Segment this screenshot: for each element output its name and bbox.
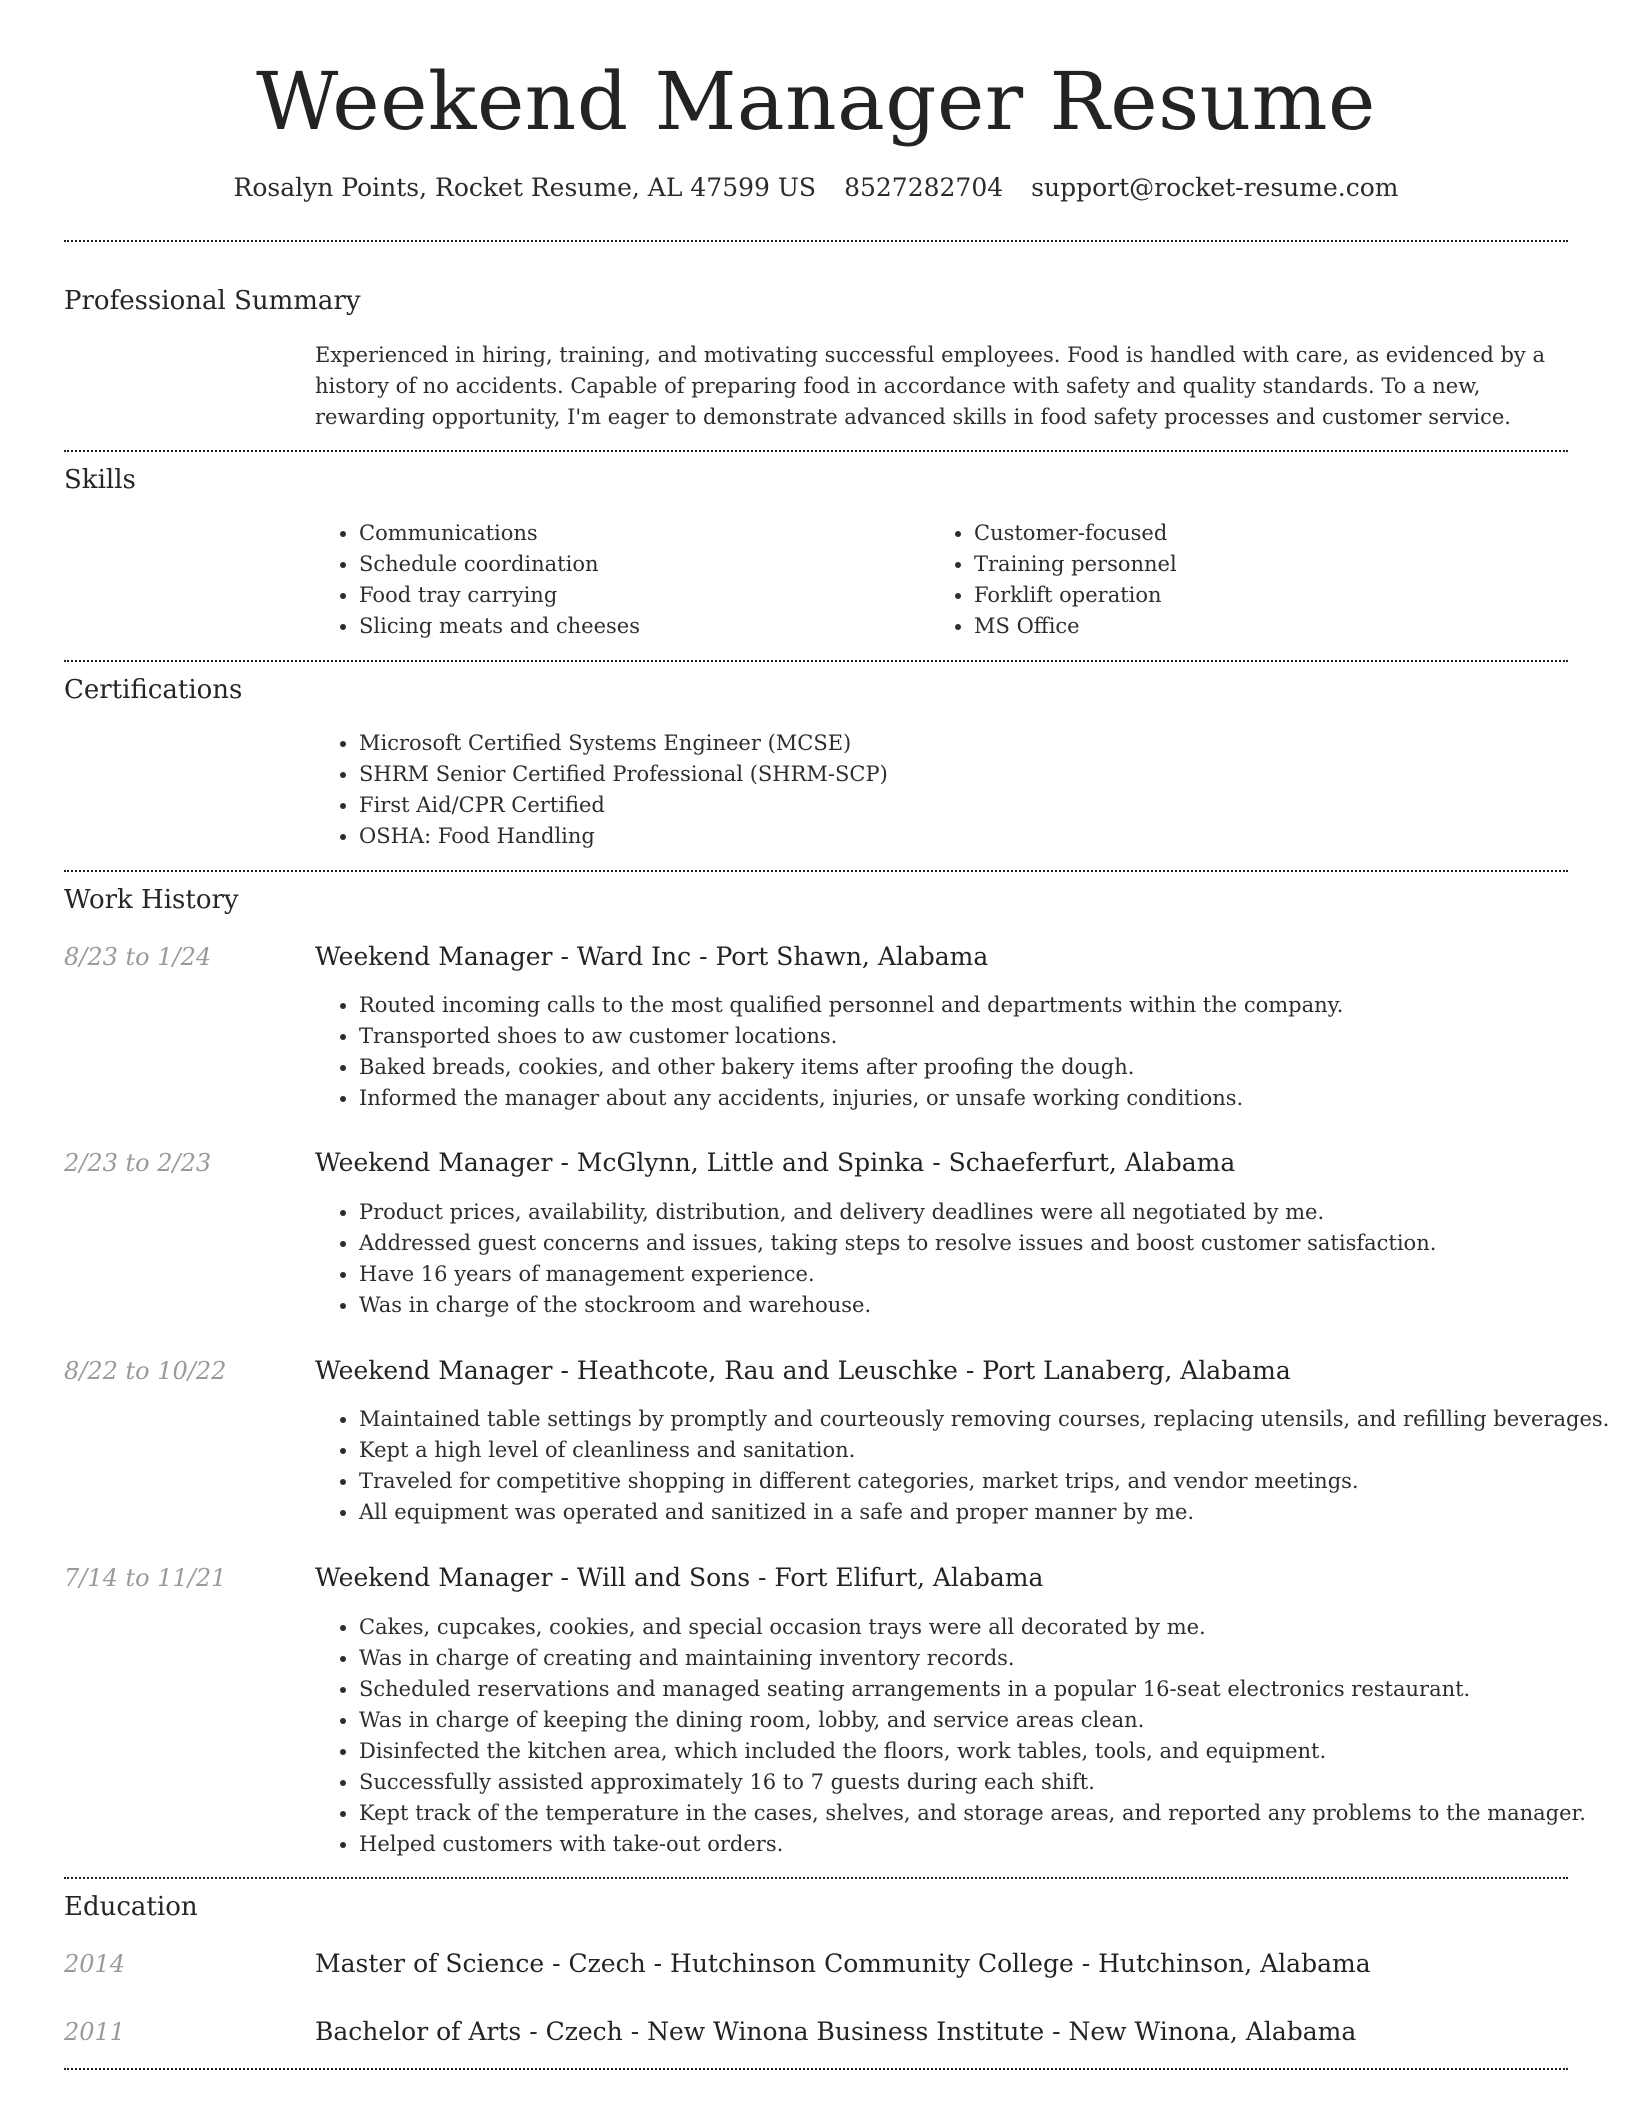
job-title: Weekend Manager - Ward Inc - Port Shawn, Alabama <box>315 942 989 971</box>
skill-item: • Forklift operation <box>974 580 1177 611</box>
certification-item: • Microsoft Certified Systems Engineer (MCSE) <box>359 728 888 759</box>
certifications-heading: Certifications <box>64 675 243 705</box>
summary-heading: Professional Summary <box>64 286 361 316</box>
divider <box>64 660 1568 662</box>
resume-title: Weekend Manager Resume <box>256 55 1376 148</box>
skill-item: • Communications <box>359 518 640 549</box>
contact-address: Rosalyn Points, Rocket Resume, AL 47599 US <box>233 173 817 202</box>
job-date: 7/14 to 11/21 <box>64 1564 227 1592</box>
job-bullet: • Routed incoming calls to the most qualified personnel and departments within the company. <box>359 990 1343 1021</box>
job-date: 2/23 to 2/23 <box>64 1149 212 1177</box>
skill-item: • MS Office <box>974 611 1177 642</box>
job-bullet: • Helped customers with take-out orders. <box>359 1829 1586 1860</box>
skill-item: • Schedule coordination <box>359 549 640 580</box>
job-bullet: • Was in charge of creating and maintaining inventory records. <box>359 1643 1586 1674</box>
job-title: Weekend Manager - McGlynn, Little and Spinka - Schaeferfurt, Alabama <box>315 1148 1236 1177</box>
divider <box>64 1877 1568 1879</box>
skill-item: • Slicing meats and cheeses <box>359 611 640 642</box>
job-bullets <box>315 1404 1609 1528</box>
job-bullets <box>315 1197 1436 1321</box>
contact-phone[interactable]: 8527282704 <box>844 173 1004 202</box>
contact-email[interactable]: support@rocket-resume.com <box>1031 173 1399 202</box>
job-date: 8/23 to 1/24 <box>64 943 212 971</box>
job-bullet: • Kept a high level of cleanliness and sanitation. <box>359 1435 1609 1466</box>
job-bullet: • Was in charge of the stockroom and warehouse. <box>359 1290 1436 1321</box>
contact-line <box>64 170 1568 206</box>
skill-item: • Food tray carrying <box>359 580 640 611</box>
job-bullet: • Addressed guest concerns and issues, taking steps to resolve issues and boost customer satisfaction. <box>359 1228 1436 1259</box>
job-title: Weekend Manager - Will and Sons - Fort Elifurt, Alabama <box>315 1563 1044 1592</box>
skills-heading: Skills <box>64 465 136 495</box>
job-bullet: • Traveled for competitive shopping in different categories, market trips, and vendor meetings. <box>359 1466 1609 1497</box>
divider <box>64 240 1568 242</box>
divider <box>64 2068 1568 2070</box>
job-bullet: • Informed the manager about any accidents, injuries, or unsafe working conditions. <box>359 1083 1343 1114</box>
job-bullet: • Transported shoes to aw customer locations. <box>359 1021 1343 1052</box>
skill-item: • Customer-focused <box>974 518 1177 549</box>
skill-item: • Training personnel <box>974 549 1177 580</box>
work-history-heading: Work History <box>64 885 239 915</box>
education-date: 2011 <box>64 2018 126 2046</box>
education-date: 2014 <box>64 1950 126 1978</box>
divider <box>64 450 1568 452</box>
job-bullet: • Maintained table settings by promptly and courteously removing courses, replacing utensils, and refilling beverages. <box>359 1404 1609 1435</box>
education-heading: Education <box>64 1892 198 1922</box>
job-bullet: • Successfully assisted approximately 16 to 7 guests during each shift. <box>359 1767 1586 1798</box>
job-bullet: • Kept track of the temperature in the cases, shelves, and storage areas, and reported any problems to the manager. <box>359 1798 1586 1829</box>
job-bullet: • All equipment was operated and sanitized in a safe and proper manner by me. <box>359 1497 1609 1528</box>
job-bullet: • Have 16 years of management experience. <box>359 1259 1436 1290</box>
job-bullet: • Scheduled reservations and managed seating arrangements in a popular 16-seat electronics restaurant. <box>359 1674 1586 1705</box>
divider <box>64 870 1568 872</box>
certification-item: • First Aid/CPR Certified <box>359 790 888 821</box>
job-bullet: • Cakes, cupcakes, cookies, and special occasion trays were all decorated by me. <box>359 1612 1586 1643</box>
certification-item: • SHRM Senior Certified Professional (SHRM-SCP) <box>359 759 888 790</box>
summary-text: Experienced in hiring, training, and motivating successful employees. Food is handled with care, as evidenced by a history of no accidents. Capable of preparing food in accordance with safety and quality standards. To a new, rewarding opportunity, I'm eager to demonstrate advanced skills in food safety processes and customer service. <box>315 343 1545 429</box>
job-bullet: • Disinfected the kitchen area, which included the floors, work tables, tools, and equipment. <box>359 1736 1586 1767</box>
certifications-list <box>315 728 888 852</box>
education-title: Bachelor of Arts - Czech - New Winona Business Institute - New Winona, Alabama <box>315 2017 1357 2046</box>
skills-list-right <box>930 518 1177 642</box>
job-title: Weekend Manager - Heathcote, Rau and Leuschke - Port Lanaberg, Alabama <box>315 1356 1291 1385</box>
job-bullet: • Baked breads, cookies, and other bakery items after proofing the dough. <box>359 1052 1343 1083</box>
education-title: Master of Science - Czech - Hutchinson Community College - Hutchinson, Alabama <box>315 1949 1371 1978</box>
certification-item: • OSHA: Food Handling <box>359 821 888 852</box>
job-bullets <box>315 990 1343 1114</box>
job-bullet: • Product prices, availability, distribution, and delivery deadlines were all negotiated by me. <box>359 1197 1436 1228</box>
skills-list-left <box>315 518 640 642</box>
job-bullets <box>315 1612 1586 1860</box>
job-bullet: • Was in charge of keeping the dining room, lobby, and service areas clean. <box>359 1705 1586 1736</box>
job-date: 8/22 to 10/22 <box>64 1357 227 1385</box>
